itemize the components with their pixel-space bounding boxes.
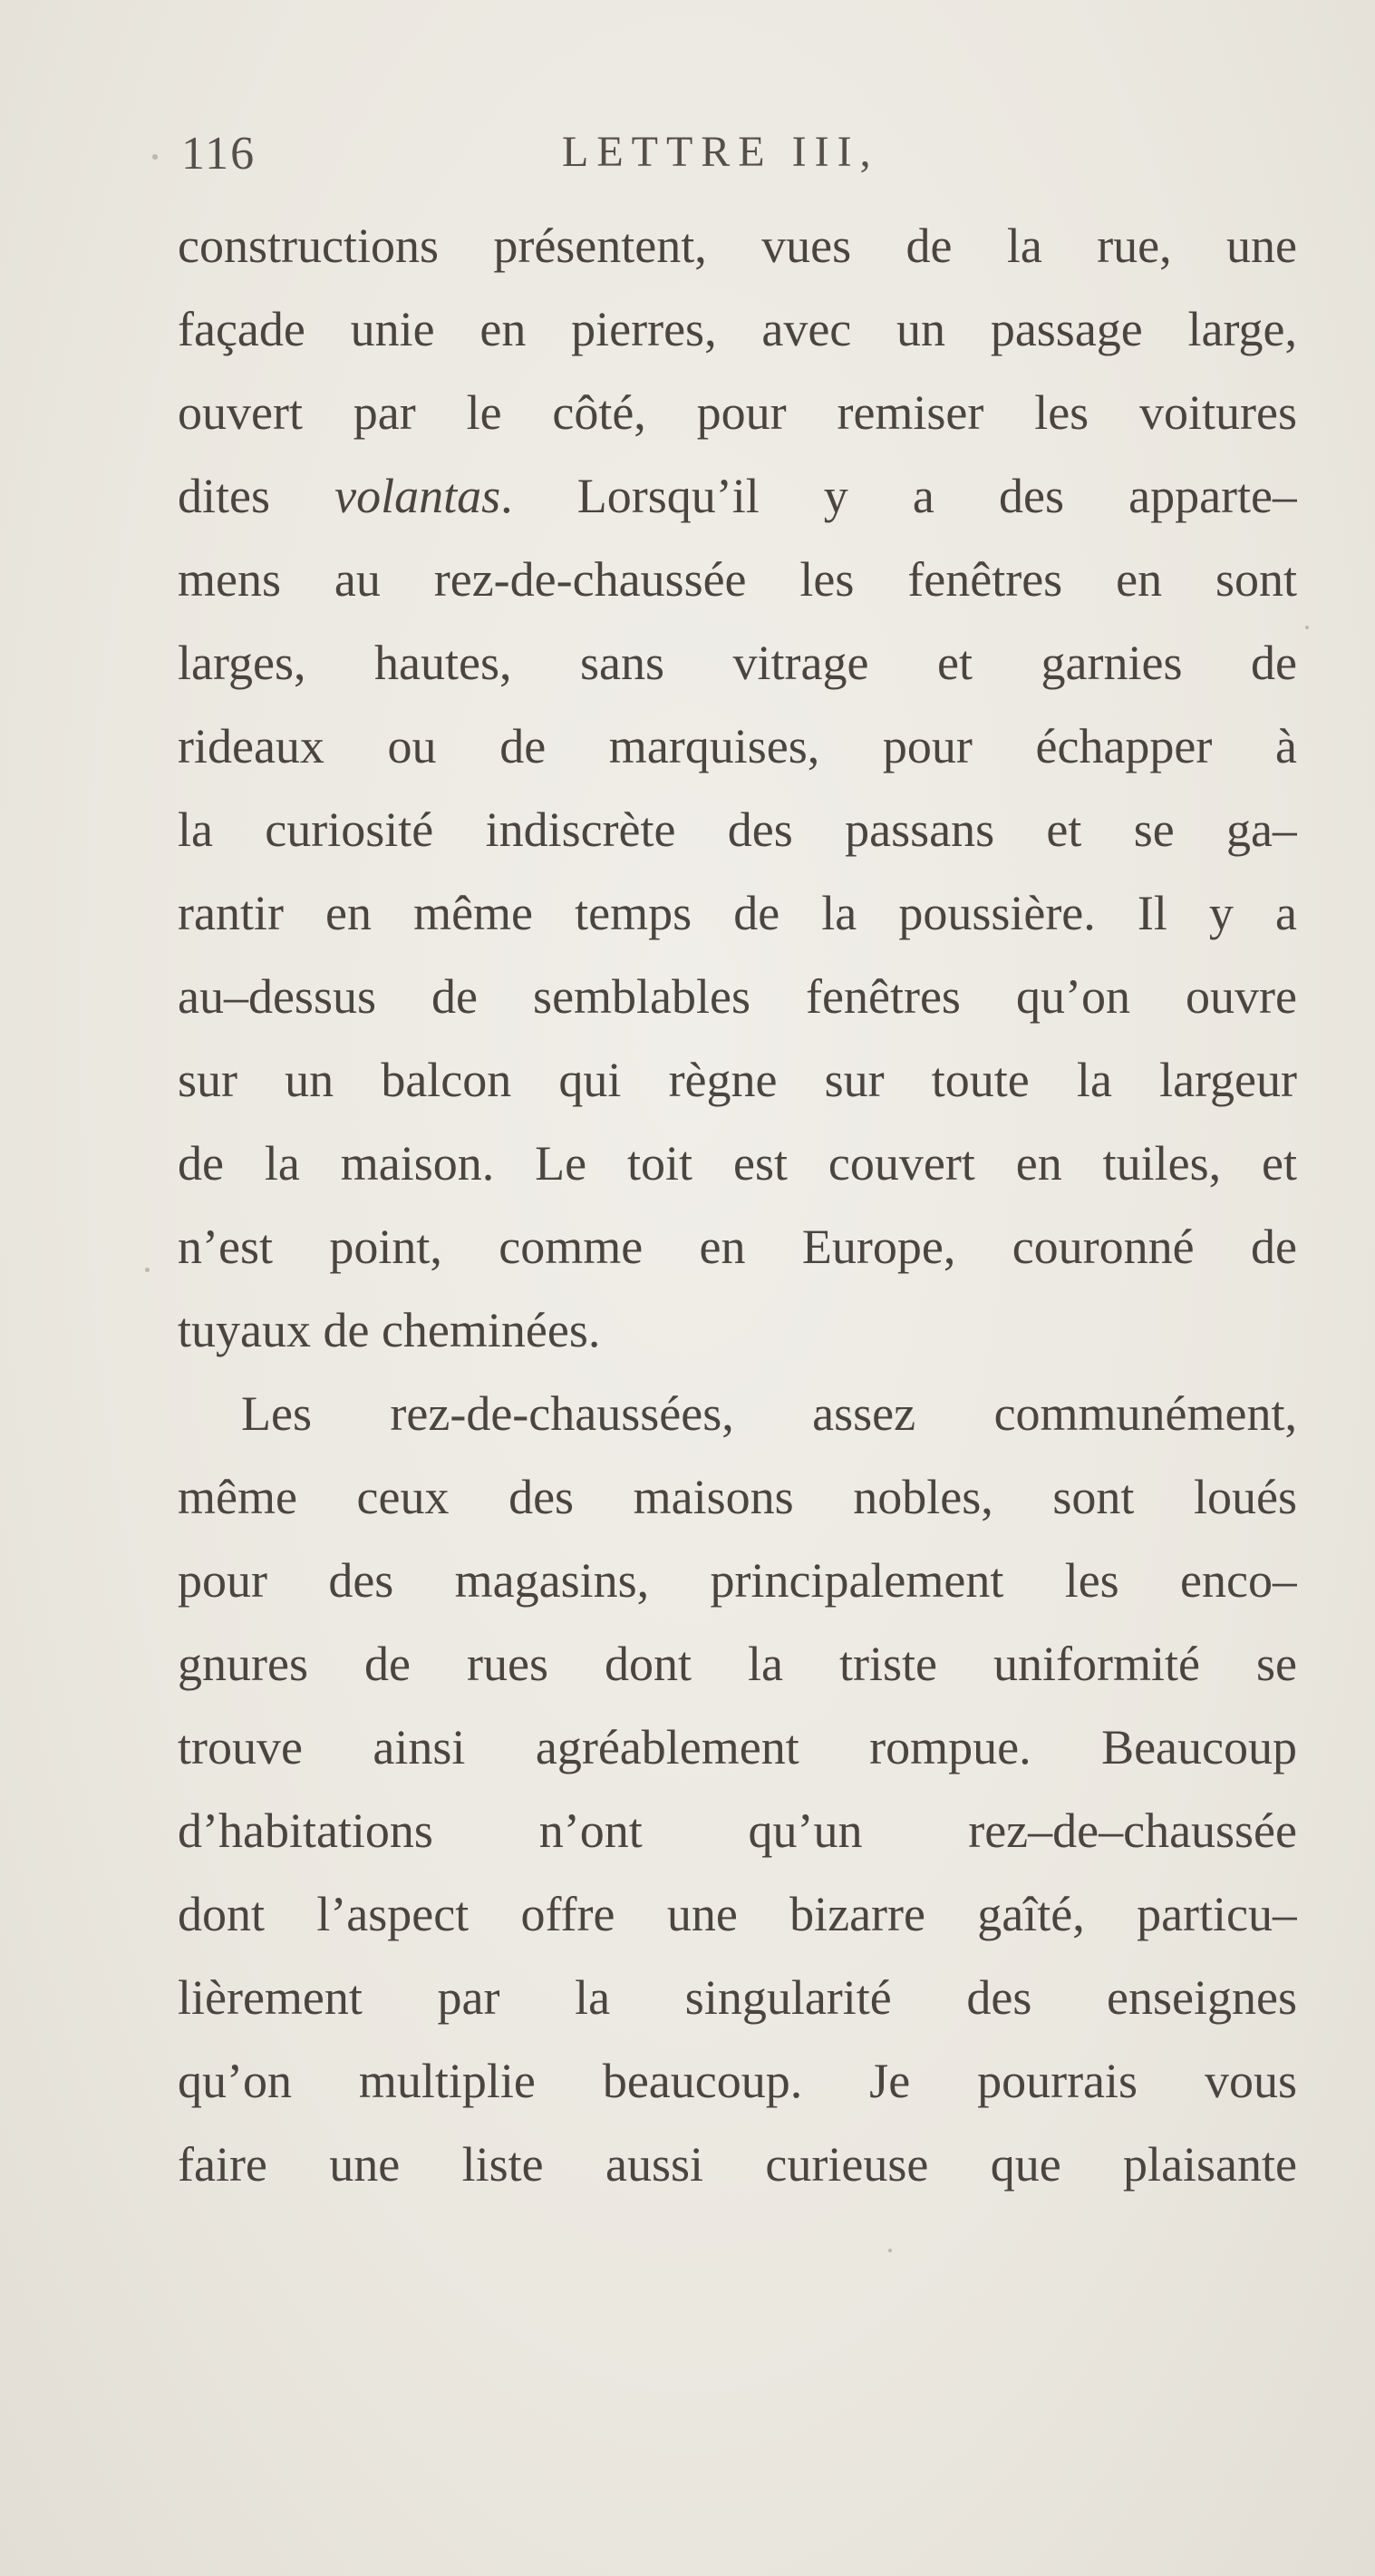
- text-line: qu’on multiplie beaucoup. Je pourrais vous: [178, 2054, 1297, 2108]
- paragraph: [178, 1372, 1297, 2206]
- text-line: rideaux ou de marquises, pour échapper à: [178, 719, 1297, 773]
- text-line: au–dessus de semblables fenêtres qu’on ouvre: [178, 969, 1297, 1024]
- text-line: dites volantas. Lorsqu’il y a des apparte–: [178, 469, 1297, 523]
- text-line: façade unie en pierres, avec un passage large,: [178, 302, 1297, 356]
- text-line: de la maison. Le toit est couvert en tuiles, et: [178, 1136, 1297, 1191]
- text-line: pour des magasins, principalement les enco–: [178, 1553, 1297, 1608]
- text-line: larges, hautes, sans vitrage et garnies de: [178, 636, 1297, 690]
- text-line: trouve ainsi agréablement rompue. Beaucoup: [178, 1720, 1297, 1774]
- paper-speck: [1305, 626, 1309, 629]
- text-line: mens au rez-de-chaussée les fenêtres en sont: [178, 552, 1297, 607]
- text-line: faire une liste aussi curieuse que plaisante: [178, 2137, 1297, 2192]
- running-head: LETTRE III,: [562, 128, 879, 176]
- paper-speck: [888, 2249, 892, 2252]
- text-line: ouvert par le côté, pour remiser les voitures: [178, 385, 1297, 440]
- text-line: dont l’aspect offre une bizarre gaîté, particu–: [178, 1887, 1297, 1941]
- text-line: la curiosité indiscrète des passans et se ga–: [178, 802, 1297, 857]
- text-line: sur un balcon qui règne sur toute la largeur: [178, 1053, 1297, 1107]
- paper-speck: [145, 1268, 150, 1272]
- page-number: 116: [181, 128, 257, 180]
- text-line: même ceux des maisons nobles, sont loués: [178, 1470, 1297, 1524]
- text-line: tuyaux de cheminées.: [178, 1303, 601, 1357]
- paragraph: [178, 204, 1297, 1372]
- text-line: constructions présentent, vues de la rue, une: [178, 219, 1297, 273]
- text-line: lièrement par la singularité des enseignes: [178, 1970, 1297, 2025]
- text-line: n’est point, comme en Europe, couronné de: [178, 1220, 1297, 1274]
- text-line: Les rez-de-chaussées, assez communément,: [241, 1386, 1297, 1441]
- page-header: [145, 127, 1296, 199]
- italic-term: volantas: [334, 469, 501, 523]
- text-line: gnures de rues dont la triste uniformité se: [178, 1637, 1297, 1691]
- text-line: rantir en même temps de la poussière. Il y a: [178, 886, 1297, 940]
- paper-speck: [152, 154, 158, 160]
- text-line: d’habitations n’ont qu’un rez–de–chaussée: [178, 1803, 1297, 1858]
- body-text: [178, 204, 1297, 2206]
